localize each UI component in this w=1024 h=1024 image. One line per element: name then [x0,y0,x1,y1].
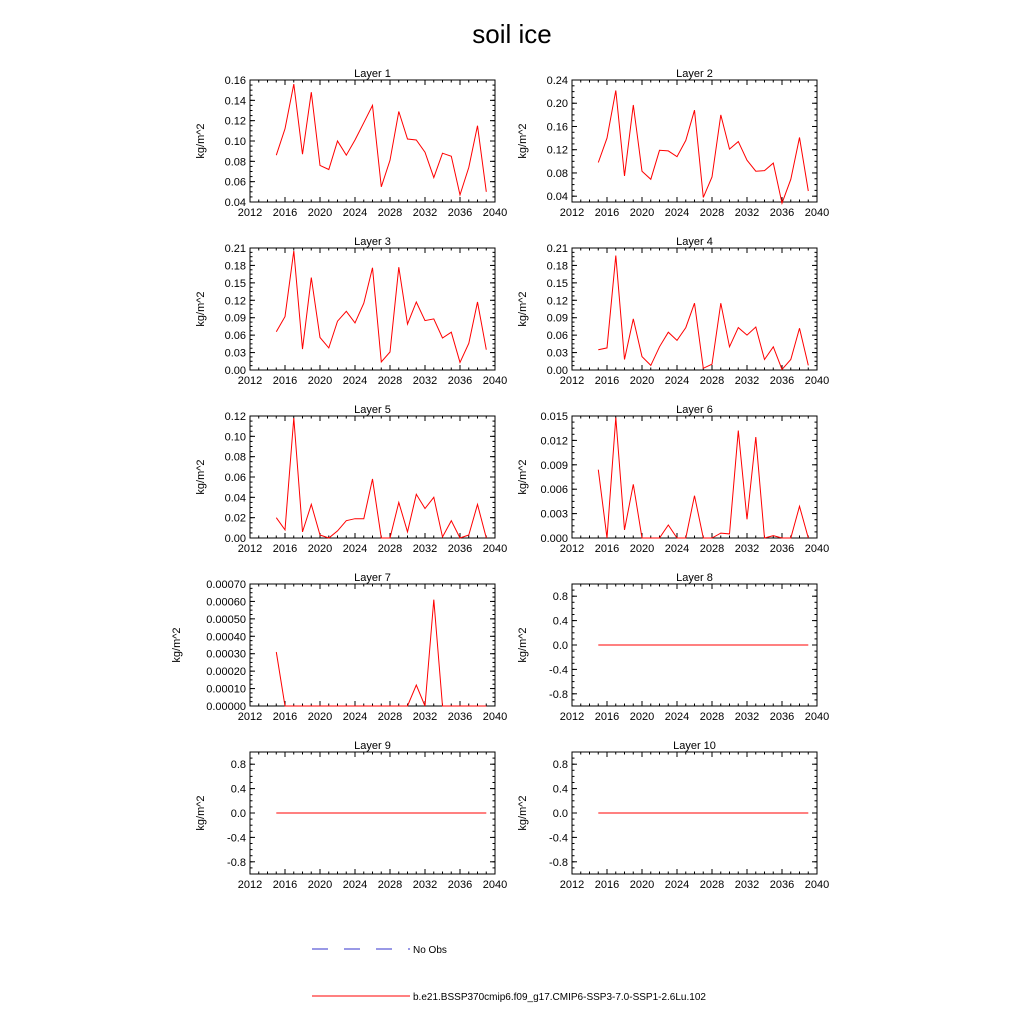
figure-title: soil ice [472,19,552,49]
y-tick-label: 0.06 [546,330,568,343]
chart-panel-layer-10 [517,740,829,891]
y-tick-label: 0.02 [224,512,246,525]
x-tick-label: 2028 [377,375,403,387]
y-axis-label: kg/m^2 [517,123,529,159]
x-tick-label: 2012 [237,207,263,219]
y-tick-label: 0.00040 [206,631,246,644]
x-tick-label: 2012 [237,879,263,891]
y-tick-label: 0.015 [540,411,568,423]
x-tick-label: 2036 [447,879,473,891]
x-tick-label: 2020 [307,207,333,219]
x-tick-label: 2032 [734,207,760,219]
panel-title: Layer 2 [676,68,713,80]
y-tick-label: 0.18 [224,260,246,273]
x-tick-label: 2028 [377,879,403,891]
y-tick-label: 0.00000 [206,701,246,713]
x-tick-label: 2024 [664,375,690,387]
x-tick-label: 2028 [699,375,725,387]
panel-title: Layer 5 [354,404,391,416]
x-tick-label: 2016 [272,207,298,219]
y-tick-label: 0.04 [224,492,246,505]
y-tick-label: 0.12 [224,115,246,128]
panel-title: Layer 1 [354,68,391,80]
x-tick-label: 2016 [594,543,620,555]
x-tick-label: 2012 [559,207,585,219]
x-tick-label: 2032 [734,711,760,723]
y-tick-label: 0.12 [224,295,246,308]
plot-frame [250,416,495,538]
y-axis-label: kg/m^2 [517,291,529,327]
y-tick-label: 0.8 [230,759,246,772]
chart-panel-layer-1 [195,68,507,219]
x-tick-label: 2040 [482,543,508,555]
y-axis-label: kg/m^2 [517,459,529,495]
x-tick-label: 2032 [412,711,438,723]
series-line [598,418,808,538]
x-tick-label: 2040 [804,207,830,219]
y-tick-label: 0.08 [224,451,246,464]
x-tick-label: 2040 [482,711,508,723]
y-tick-label: 0.04 [546,191,568,204]
y-tick-label: -0.8 [227,856,246,869]
y-axis-label: kg/m^2 [517,627,529,663]
y-tick-label: 0.06 [224,176,246,189]
y-tick-label: 0.4 [552,783,568,796]
legend-no-obs-label: No Obs [413,945,447,956]
x-tick-label: 2016 [272,375,298,387]
legend [312,945,706,1003]
x-tick-label: 2024 [664,711,690,723]
y-tick-label: -0.4 [549,832,568,845]
y-tick-label: 0.09 [224,312,246,325]
y-tick-label: 0.12 [546,144,568,157]
y-tick-label: 0.12 [224,411,246,423]
x-tick-label: 2020 [629,711,655,723]
y-tick-label: -0.8 [549,688,568,701]
x-tick-label: 2028 [377,543,403,555]
y-tick-label: 0.8 [552,591,568,604]
chart-panel-layer-5 [195,404,507,555]
y-tick-label: -0.8 [549,856,568,869]
y-tick-label: 0.00010 [206,683,246,696]
y-tick-label: 0.10 [224,136,246,148]
chart-panel-layer-6 [517,404,829,555]
y-tick-label: 0.15 [546,277,568,290]
y-tick-label: 0.8 [552,759,568,772]
series-line [276,251,486,363]
series-line [598,91,808,204]
y-tick-label: 0.0 [552,808,568,820]
y-tick-label: 0.09 [546,312,568,325]
x-tick-label: 2028 [377,711,403,723]
x-tick-label: 2028 [699,711,725,723]
plot-frame [572,248,817,370]
y-tick-label: 0.06 [224,472,246,484]
x-tick-label: 2020 [629,375,655,387]
x-tick-label: 2028 [699,207,725,219]
panel-title: Layer 4 [676,236,713,248]
y-tick-label: 0.16 [224,75,246,87]
series-line [598,256,808,370]
y-tick-label: 0.16 [546,121,568,134]
x-tick-label: 2032 [734,375,760,387]
y-axis-label: kg/m^2 [195,459,207,495]
y-tick-label: 0.003 [540,508,568,521]
x-tick-label: 2012 [237,543,263,555]
y-tick-label: 0.15 [224,277,246,290]
x-tick-label: 2024 [342,207,368,219]
y-axis-label: kg/m^2 [171,627,183,663]
plot-frame [572,80,817,202]
y-tick-label: 0.00070 [206,579,246,591]
x-tick-label: 2036 [769,207,795,219]
y-tick-label: 0.00 [546,365,568,377]
x-tick-label: 2016 [272,879,298,891]
y-tick-label: 0.24 [546,75,568,87]
legend-model-label: b.e21.BSSP370cmip6.f09_g17.CMIP6-SSP3-7.0-SSP1-2.6Lu.102 [413,992,706,1003]
x-tick-label: 2024 [342,543,368,555]
x-tick-label: 2040 [804,375,830,387]
y-axis-label: kg/m^2 [195,291,207,327]
x-tick-label: 2016 [272,711,298,723]
x-tick-label: 2036 [447,375,473,387]
x-tick-label: 2032 [734,879,760,891]
x-tick-label: 2024 [664,543,690,555]
chart-panel-layer-7 [171,572,507,723]
x-tick-label: 2024 [664,207,690,219]
chart-panel-layer-8 [517,572,829,723]
y-tick-label: 0.012 [540,435,568,448]
y-tick-label: 0.20 [546,98,568,111]
series-line [276,84,486,195]
y-tick-label: 0.000 [540,533,568,545]
y-axis-label: kg/m^2 [517,795,529,831]
x-tick-label: 2012 [559,543,585,555]
x-tick-label: 2036 [769,375,795,387]
y-tick-label: -0.4 [549,664,568,677]
y-tick-label: 0.03 [546,347,568,360]
x-tick-label: 2016 [594,207,620,219]
x-tick-label: 2024 [342,711,368,723]
x-tick-label: 2024 [342,375,368,387]
y-axis-label: kg/m^2 [195,795,207,831]
y-tick-label: 0.08 [224,156,246,169]
x-tick-label: 2028 [377,207,403,219]
x-tick-label: 2016 [594,711,620,723]
x-tick-label: 2028 [699,543,725,555]
x-tick-label: 2020 [307,375,333,387]
y-tick-label: 0.10 [224,431,246,444]
chart-panel-layer-4 [517,236,829,387]
x-tick-label: 2036 [769,711,795,723]
y-tick-label: 0.00020 [206,666,246,679]
panel-title: Layer 8 [676,572,713,584]
x-tick-label: 2032 [412,879,438,891]
plot-frame [250,248,495,370]
x-tick-label: 2020 [629,879,655,891]
x-tick-label: 2036 [447,207,473,219]
x-tick-label: 2020 [629,207,655,219]
x-tick-label: 2020 [307,711,333,723]
y-tick-label: 0.04 [224,197,246,209]
x-tick-label: 2036 [769,543,795,555]
x-tick-label: 2020 [629,543,655,555]
plot-frame [250,584,495,706]
chart-panel-layer-2 [517,68,829,219]
panel-title: Layer 3 [354,236,391,248]
chart-panel-layer-3 [195,236,507,387]
y-tick-label: 0.21 [224,243,246,255]
x-tick-label: 2012 [559,375,585,387]
x-tick-label: 2020 [307,543,333,555]
panel-title: Layer 10 [673,740,716,752]
x-tick-label: 2012 [237,375,263,387]
y-tick-label: 0.0 [230,808,246,820]
x-tick-label: 2024 [342,879,368,891]
y-tick-label: 0.14 [224,95,246,108]
x-tick-label: 2040 [482,207,508,219]
x-tick-label: 2040 [482,879,508,891]
x-tick-label: 2020 [307,879,333,891]
y-tick-label: 0.0 [552,640,568,652]
x-tick-label: 2040 [804,879,830,891]
panel-title: Layer 6 [676,404,713,416]
y-tick-label: 0.00050 [206,613,246,626]
panel-grid [171,68,829,891]
x-tick-label: 2040 [482,375,508,387]
y-tick-label: 0.00030 [206,648,246,661]
y-tick-label: 0.08 [546,167,568,180]
plot-frame [250,80,495,202]
chart-panel-layer-9 [195,740,507,891]
x-tick-label: 2032 [734,543,760,555]
x-tick-label: 2016 [594,879,620,891]
x-tick-label: 2040 [804,543,830,555]
y-tick-label: 0.06 [224,330,246,343]
x-tick-label: 2032 [412,207,438,219]
y-tick-label: 0.00060 [206,596,246,609]
x-tick-label: 2024 [664,879,690,891]
y-tick-label: 0.4 [230,783,246,796]
x-tick-label: 2040 [804,711,830,723]
y-tick-label: 0.00 [224,365,246,377]
y-tick-label: 0.18 [546,260,568,273]
x-tick-label: 2036 [769,879,795,891]
panel-title: Layer 7 [354,572,391,584]
y-tick-label: 0.03 [224,347,246,360]
y-tick-label: 0.00 [224,533,246,545]
x-tick-label: 2016 [594,375,620,387]
y-axis-label: kg/m^2 [195,123,207,159]
series-line [276,600,486,706]
x-tick-label: 2032 [412,543,438,555]
x-tick-label: 2036 [447,711,473,723]
series-line [276,418,486,538]
y-tick-label: 0.12 [546,295,568,308]
panel-title: Layer 9 [354,740,391,752]
x-tick-label: 2036 [447,543,473,555]
y-tick-label: -0.4 [227,832,246,845]
y-tick-label: 0.006 [540,484,568,497]
x-tick-label: 2012 [559,711,585,723]
x-tick-label: 2012 [559,879,585,891]
x-tick-label: 2032 [412,375,438,387]
y-tick-label: 0.009 [540,459,568,472]
y-tick-label: 0.21 [546,243,568,255]
x-tick-label: 2012 [237,711,263,723]
x-tick-label: 2028 [699,879,725,891]
x-tick-label: 2016 [272,543,298,555]
y-tick-label: 0.4 [552,615,568,628]
